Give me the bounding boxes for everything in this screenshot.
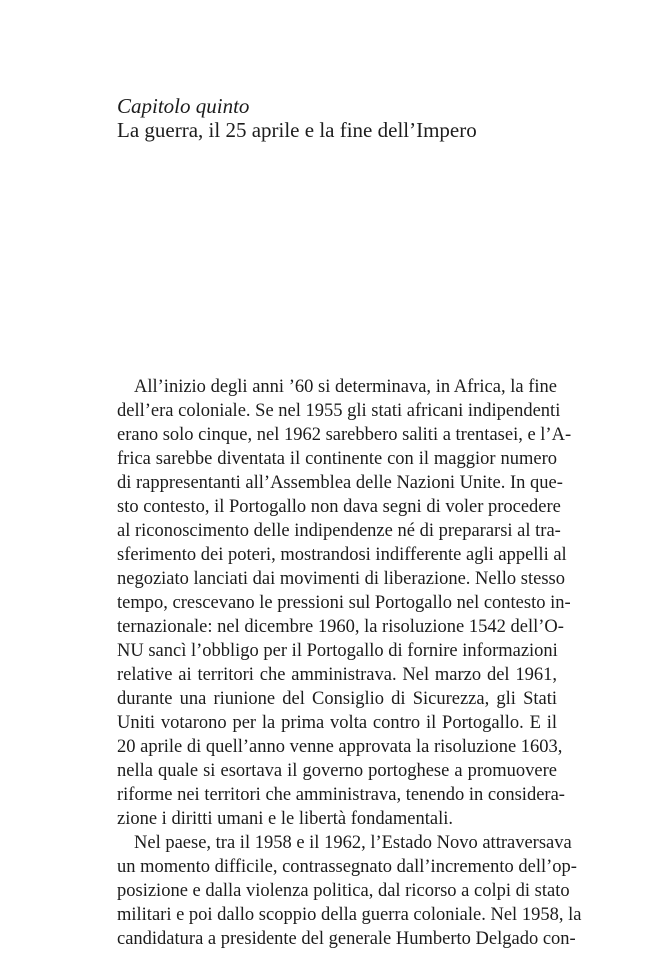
text-line: nella quale si esortava il governo portoghese a promuovere — [117, 761, 557, 781]
text-line: erano solo cinque, nel 1962 sarebbero saliti a trentasei, e l’A- — [117, 425, 572, 445]
text-line: riforme nei territori che amministrava, tenendo in considera- — [117, 785, 565, 805]
text-line: relative ai territori che amministrava. Nel marzo del 1961, — [117, 665, 557, 685]
text-line: candidatura a presidente del generale Humberto Delgado con- — [117, 929, 576, 949]
text-line: al riconoscimento delle indipendenze né di prepararsi al tra- — [117, 521, 561, 541]
text-line: All’inizio degli anni ’60 si determinava, in Africa, la fine — [134, 377, 557, 397]
chapter-title: La guerra, il 25 aprile e la fine dell’Impero — [117, 118, 477, 142]
text-line: sto contesto, il Portogallo non dava segni di voler procedere — [117, 497, 561, 517]
text-line: dell’era coloniale. Se nel 1955 gli stati africani indipendenti — [117, 401, 561, 421]
text-line: zione i diritti umani e le libertà fondamentali. — [117, 809, 453, 829]
text-line: durante una riunione del Consiglio di Sicurezza, gli Stati — [117, 689, 557, 709]
text-line: militari e poi dallo scoppio della guerra coloniale. Nel 1958, la — [117, 905, 582, 925]
text-line: sferimento dei poteri, mostrandosi indifferente agli appelli al — [117, 545, 567, 565]
text-line: tempo, crescevano le pressioni sul Portogallo nel contesto in- — [117, 593, 571, 613]
text-line: Nel paese, tra il 1958 e il 1962, l’Estado Novo attraversava — [134, 833, 572, 853]
text-line: negoziato lanciati dai movimenti di liberazione. Nello stesso — [117, 569, 565, 589]
text-line: 20 aprile di quell’anno venne approvata la risoluzione 1603, — [117, 737, 563, 757]
text-line: NU sancì l’obbligo per il Portogallo di fornire informazioni — [117, 641, 558, 661]
text-line: un momento difficile, contrassegnato dall’incremento dell’op- — [117, 857, 577, 877]
text-line: di rappresentanti all’Assemblea delle Nazioni Unite. In que- — [117, 473, 563, 493]
text-line: ternazionale: nel dicembre 1960, la risoluzione 1542 dell’O- — [117, 617, 564, 637]
chapter-label: Capitolo quinto — [117, 94, 250, 118]
text-line: frica sarebbe diventata il continente con il maggior numero — [117, 449, 557, 469]
text-line: Uniti votarono per la prima volta contro il Portogallo. E il — [117, 713, 557, 733]
text-line: posizione e dalla violenza politica, dal ricorso a colpi di stato — [117, 881, 570, 901]
